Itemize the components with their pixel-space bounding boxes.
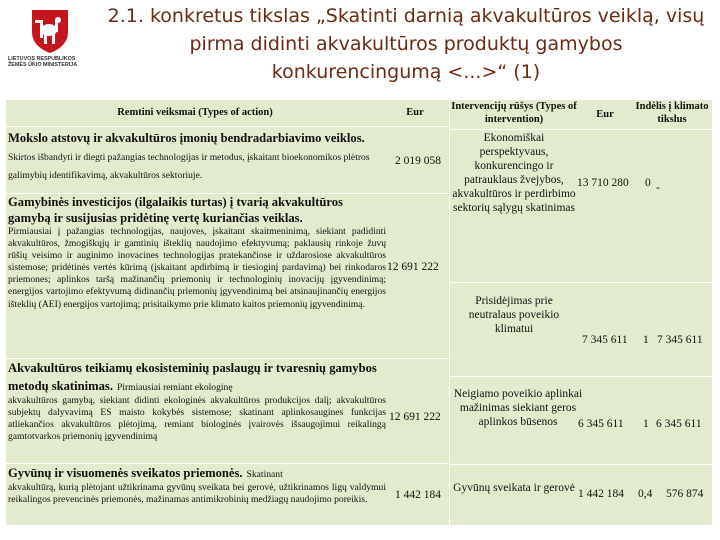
row-title: Mokslo atstovų ir akvakultūros įmonių bendradarbiavimo veiklos. bbox=[8, 131, 365, 145]
climate-contribution: 7 345 611 bbox=[657, 334, 703, 346]
row-lead: Skatinant bbox=[246, 469, 283, 480]
row-eur: 12 691 222 bbox=[389, 411, 441, 423]
header-intervention: Intervencijų rūšys (Types of intervention) bbox=[451, 101, 577, 125]
row-description: akvakultūros gamybą, siekiant didinti ekologinės akvakultūros produkcijos dalį; akvakultūros subjektų dalyvavimą ES maisto kokybės sistemose; skatinant aplinkosaugines funkcijas atliekančios akvakultūros plėtojimą, remiant biologinės įvairovės išsaugojimui reikalingą gamtotvarkos priemonių įgyvendinimą bbox=[8, 395, 386, 443]
intervention-type: Ekonomiškai perspektyvaus, konkurencingo ir patrauklaus žvejybos, akvakultūros ir perdirbimo sektorių sąlygų skatinimas bbox=[452, 132, 576, 214]
row-title: Akvakultūros teikiamų ekosisteminių paslaugų ir tvaresnių gamybos metodų skatinimas. bbox=[8, 361, 377, 393]
intervention-type: Gyvūnų sveikata ir gerovė bbox=[453, 482, 575, 494]
logo-caption bbox=[8, 56, 98, 69]
action-row bbox=[8, 129, 386, 191]
intervention-eur: 7 345 611 bbox=[582, 334, 628, 346]
slide-title bbox=[96, 2, 716, 86]
row-title: Gamybinės investicijos (ilgalaikis turtas) į tvarią akvakultūros gamybą ir susijusias pridėtinę vertę kuriančias veiklas. bbox=[8, 195, 343, 225]
climate-contribution: 576 874 bbox=[666, 488, 704, 500]
intervention-eur: 1 442 184 bbox=[578, 488, 624, 500]
climate-coefficient: 1 bbox=[643, 334, 649, 346]
row-eur: 2 019 058 bbox=[395, 155, 441, 167]
title-line-3: konkurencingumą <...>“ (1) bbox=[271, 61, 541, 83]
header-eur: Eur bbox=[596, 109, 614, 120]
action-row bbox=[8, 359, 386, 462]
logo-line: ŽEMĖS ŪKIO MINISTERIJA bbox=[8, 62, 78, 69]
title-line-1: 2.1. konkretus tikslas „Skatinti darnią akvakultūros veiklą, visų bbox=[107, 5, 705, 27]
row-title: Gyvūnų ir visuomenės sveikatos priemonės. bbox=[8, 466, 243, 480]
intervention-type: Prisidėjimas prie neutralaus poveikio klimatui bbox=[468, 295, 560, 335]
row-description: akvakultūrą, kurią plėtojant užtikrinama gyvūnų sveikata bei gerovė, užtikrinamos ligų valdymui reikalingos prevencinės priemonės, mažinamas antimikrobinių medžiagų naudojimo poreikis. bbox=[8, 482, 386, 506]
ministry-logo bbox=[8, 8, 98, 86]
climate-coefficient: 0 bbox=[645, 177, 651, 189]
climate-contribution: - bbox=[656, 182, 660, 194]
intervention-eur: 6 345 611 bbox=[578, 418, 624, 430]
coat-of-arms-icon bbox=[30, 8, 70, 54]
intervention-eur: 13 710 280 bbox=[577, 177, 629, 189]
intervention-type: Neigiamo poveikio aplinkai mažinimas siekiant geros aplinkos būsenos bbox=[453, 388, 583, 428]
action-row bbox=[8, 194, 386, 357]
row-description: Pirmiausiai į pažangias technologijas, naujoves, įskaitant skaitmeninimą, siekiant padidinti akvakultūros, žmogiškųjų ir gamtinių išteklių naudojimo efektyvumą; paklausių rinkoje žuvų rūšių veisimo ir auginimo inovacines technologijas pratekančiose ir uždarosiose akvakultūros sistemose; pridėtinės vertės kūrimą (įskaitant apdirbimą ir tiesioginį pardavimą) bei rinkodaros priemones; aplinkos taršą mažinančių priemonių ir technologinių inovacijų įgyvendinimą; energijos vartojimo efektyvumą didinančių priemonių įgyvendinimą bei atsinaujinančių energijos išteklių (AEI) energijos vartojimą; prisitaikymo prie klimato kaitos priemonių įgyvendinimą. bbox=[8, 226, 386, 310]
climate-contribution: 6 345 611 bbox=[656, 418, 702, 430]
types-of-action-table bbox=[6, 100, 449, 525]
row-lead: Pirmiausiai remiant ekologinę bbox=[116, 382, 233, 393]
row-eur: 1 442 184 bbox=[395, 489, 441, 501]
row-eur: 12 691 222 bbox=[387, 261, 439, 273]
climate-coefficient: 0,4 bbox=[638, 488, 653, 500]
action-row bbox=[8, 464, 386, 524]
header-climate: Indėlis į klimato tikslus bbox=[635, 101, 709, 125]
row-description: Skirtos išbandyti ir diegti pažangias technologijas ir metodus, įskaitant bioekonomikos plėtros galimybių identifikavimą, akvakultūros sektoriuje. bbox=[8, 152, 370, 181]
climate-coefficient: 1 bbox=[643, 418, 649, 430]
types-of-intervention-table bbox=[450, 100, 712, 525]
header-action: Remtini veiksmai (Types of action) bbox=[117, 107, 273, 118]
title-line-2: pirma didinti akvakultūros produktų gamybos bbox=[189, 33, 623, 55]
header-eur: Eur bbox=[406, 107, 424, 118]
logo-line: LIETUVOS RESPUBLIKOS bbox=[8, 56, 76, 62]
